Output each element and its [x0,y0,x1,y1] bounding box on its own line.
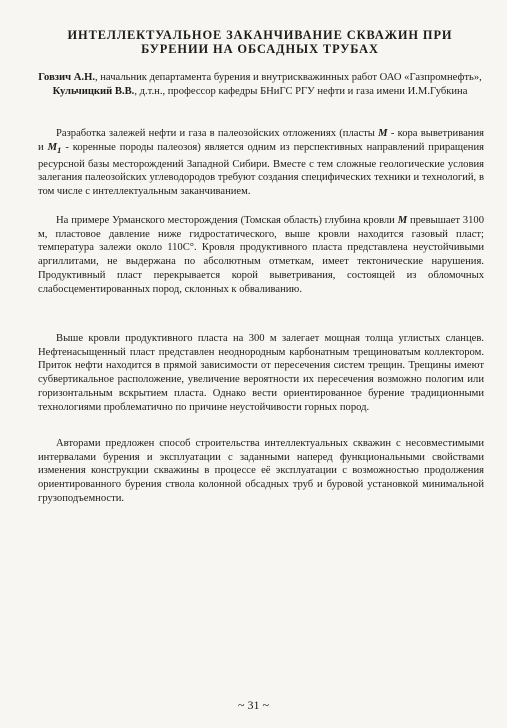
author-2-affiliation: , д.т.н., профессор кафедры БНиГС РГУ нефти и газа имени И.М.Губкина [134,85,468,97]
author-1-affiliation: , начальник департамента бурения и внутрискважинных работ ОАО «Газпромнефть», [94,72,482,83]
author-1-name: Говзич А.Н. [38,72,95,83]
formation-m1-letter: М [47,141,57,153]
paragraph-4: Авторами предложен способ строительства интеллектуальных скважин с несовместимыми интервалами бурения и эксплуатации с заданными наперед функциональными свойствами изменения конструкции скважины в процессе её эксплуатации с возможностью продолжения ориентированного бурения ствола колонной обсадных труб и буровой установкой минимальной грузоподъемности. [38,438,484,504]
paragraph-1-text-b: - кора выветривания и [38,128,485,153]
page-number: ~ 31 ~ [238,698,269,712]
formation-m-symbol: М [397,215,408,226]
paragraph-2-text-a: На примере Урманского месторождения (Томская область) глубина кровли [56,215,398,226]
paper-title [40,28,480,56]
paragraph-3: Выше кровли продуктивного пласта на 300 м залегает мощная толща углистых сланцев. Нефтенасыщенный пласт представлен неоднородным карбонатным трещиноватым коллектором. Приток нефти находится в прямой зависимости от пересечения систем трещин. Трещины имеют субвертикальное расположение, увеличение вероятности их пересечения возможно пологим или горизонтальным вскрытием пласта. Однако вести ориентированное бурение традиционными технологиями проблематично по причине неустойчивости горных пород. [38,333,484,413]
title-line-1: ИНТЕЛЛЕКТУАЛЬНОЕ ЗАКАНЧИВАНИЕ СКВАЖИН ПРИ [67,28,453,42]
paragraph-1-text-c: - коренные породы палеозоя) является одним из перспективных направлений приращения ресурсной базы месторождений Западной Сибири. Вместе с тем сложные геологические условия залегания палеозойских углеводородов требуют создания специфических техники и технологий, в том числе с интеллектуальным заканчиванием. [38,141,484,197]
formation-m1-subscript: 1 [57,144,62,155]
paragraph-1-text-a: Разработка залежей нефти и газа в палеозойских отложениях (пласты [56,128,379,139]
author-block [38,71,482,99]
paragraph-2-text-b: превышает 3100 м, пластовое давление ниже гидростатического, выше кровли находится газовый пласт; температура залежи около 110С°. Кровля продуктивного пласта представлена неустойчивыми аргиллитами, не выдержана по абсолютным отметкам, имеет тектонические нарушения. Продуктивный пласт перекрывается корой выветривания, состоящей из обломочных слабосцементированных пород, склонных к обваливанию. [38,215,484,295]
formation-m-symbol: М [378,128,388,139]
formation-m1-symbol [48,142,62,153]
title-line-2: БУРЕНИИ НА ОБСАДНЫХ ТРУБАХ [141,42,379,56]
author-2-name: Кульчицкий В.В. [52,85,135,97]
paragraph-2 [38,214,484,296]
paragraph-1 [38,127,484,199]
